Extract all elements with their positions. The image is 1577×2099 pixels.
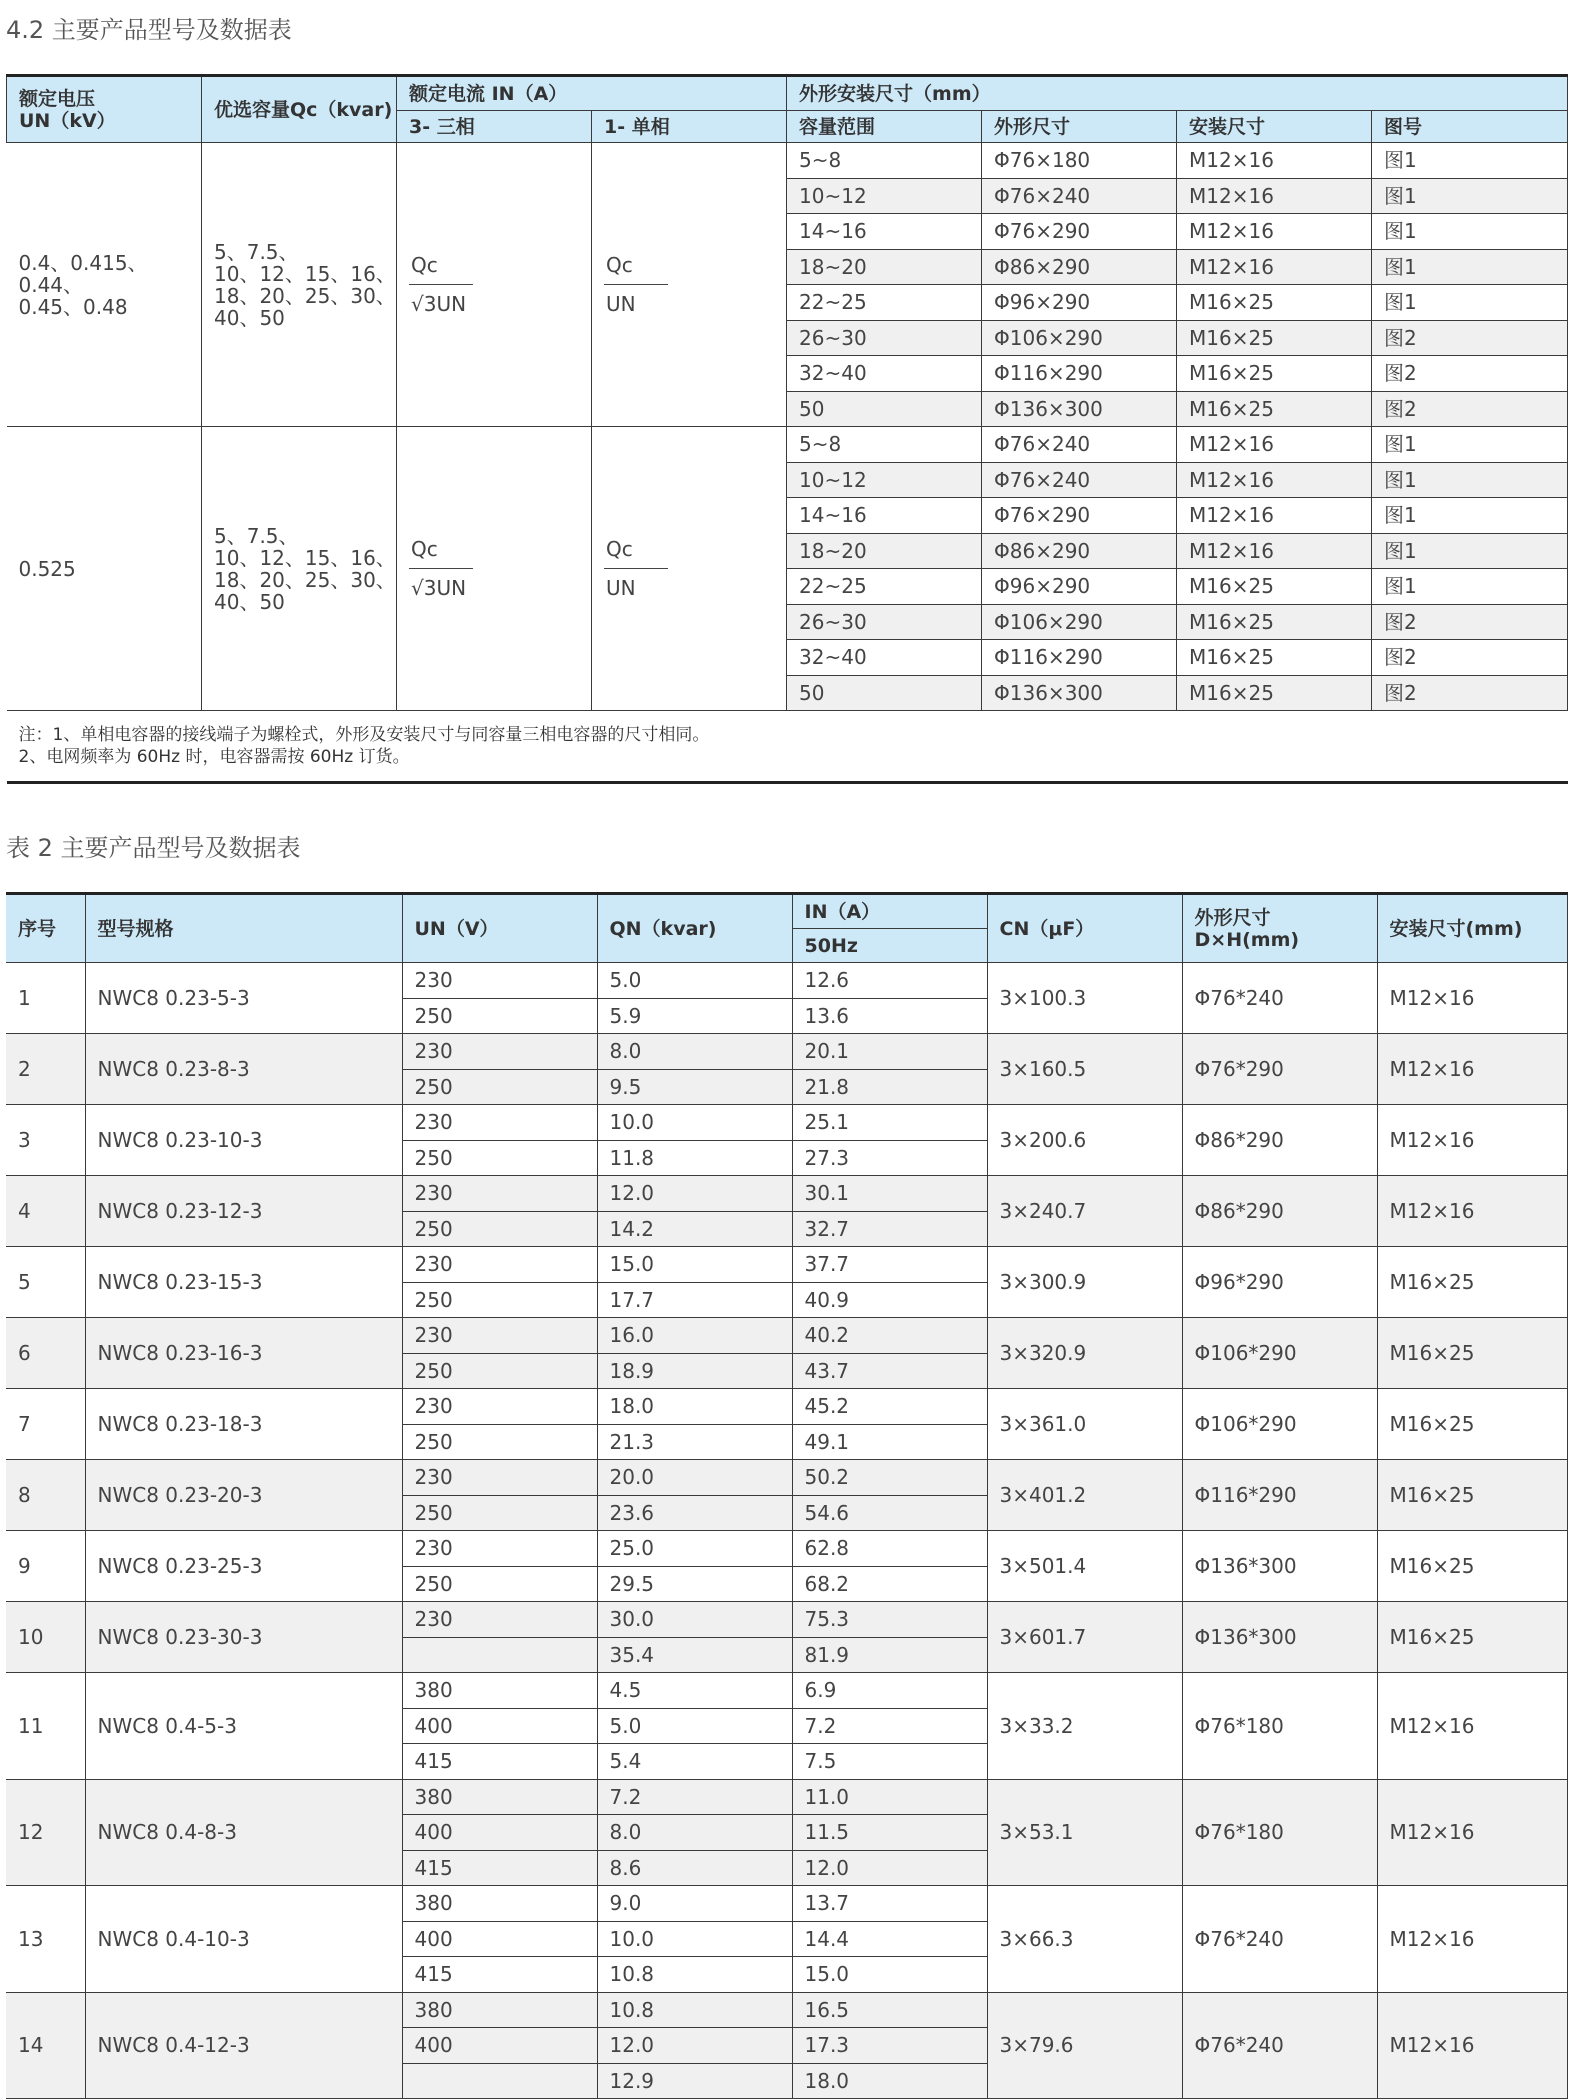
figure-cell: 图2 (1372, 391, 1568, 427)
table-row (6, 1176, 1567, 1212)
model-cell: NWC8 0.23-18-3 (85, 1389, 402, 1460)
numerator: Qc (409, 538, 473, 569)
range-cell: 26~30 (787, 320, 982, 356)
range-cell: 32~40 (787, 640, 982, 676)
qn-cell: 9.5 (597, 1069, 792, 1105)
outline-cell: Φ76*240 (1182, 1886, 1377, 1993)
in-cell: 7.5 (792, 1744, 987, 1780)
figure-cell: 图1 (1372, 498, 1568, 534)
in-cell: 21.8 (792, 1069, 987, 1105)
un-cell: 400 (402, 1815, 597, 1851)
mounting-cell: M16×25 (1377, 1531, 1567, 1602)
range-cell: 22~25 (787, 285, 982, 321)
qn-cell: 5.9 (597, 998, 792, 1034)
mounting-cell: M16×25 (1177, 675, 1372, 711)
figure-cell: 图1 (1372, 143, 1568, 179)
voltage-cell: 0.4、0.415、 0.44、 0.45、0.48 (7, 143, 202, 427)
table-row (6, 1034, 1567, 1070)
denominator: √3UN (411, 292, 467, 316)
cn-cell: 3×200.6 (987, 1105, 1182, 1176)
outline-cell: Φ106*290 (1182, 1389, 1377, 1460)
in-cell: 15.0 (792, 1957, 987, 1993)
in-cell: 11.0 (792, 1779, 987, 1815)
un-cell: 250 (402, 1069, 597, 1105)
figure-cell: 图1 (1372, 178, 1568, 214)
header-model: 型号规格 (85, 894, 402, 963)
outline-cell: Φ136*300 (1182, 1531, 1377, 1602)
serial-cell: 12 (6, 1779, 85, 1886)
in-cell: 11.5 (792, 1815, 987, 1851)
table-row (6, 1673, 1567, 1709)
mounting-cell: M16×25 (1377, 1318, 1567, 1389)
figure-cell: 图1 (1372, 569, 1568, 605)
mounting-cell: M12×16 (1177, 533, 1372, 569)
header-single-phase: 1- 单相 (592, 111, 787, 143)
outline-cell: Φ106*290 (1182, 1318, 1377, 1389)
serial-cell: 2 (6, 1034, 85, 1105)
mounting-cell: M12×16 (1177, 143, 1372, 179)
table-row (6, 1105, 1567, 1141)
range-cell: 18~20 (787, 533, 982, 569)
header-dimensions: 外形安装尺寸（mm） (787, 76, 1568, 111)
un-cell: 230 (402, 1247, 597, 1283)
mounting-cell: M16×25 (1177, 569, 1372, 605)
header-outline-dxh: 外形尺寸 D×H(mm) (1182, 894, 1377, 963)
in-cell: 13.6 (792, 998, 987, 1034)
table-row (7, 427, 1568, 463)
header-cn: CN（μF） (987, 894, 1182, 963)
figure-cell: 图1 (1372, 462, 1568, 498)
table-row (6, 963, 1567, 999)
table-row (6, 1531, 1567, 1567)
mounting-cell: M12×16 (1377, 1992, 1567, 2099)
qn-cell: 10.8 (597, 1957, 792, 1993)
outline-cell: Φ96*290 (1182, 1247, 1377, 1318)
mounting-cell: M12×16 (1177, 214, 1372, 250)
range-cell: 18~20 (787, 249, 982, 285)
three-phase-formula (397, 427, 592, 711)
outline-cell: Φ76*180 (1182, 1673, 1377, 1780)
cn-cell: 3×361.0 (987, 1389, 1182, 1460)
qn-cell: 8.0 (597, 1034, 792, 1070)
table-note: 注：1、单相电容器的接线端子为螺栓式，外形及安装尺寸与同容量三相电容器的尺寸相同。 2、电网频率为 60Hz 时，电容器需按 60Hz 订货。 (7, 711, 1568, 783)
mounting-cell: M12×16 (1377, 1779, 1567, 1886)
header-in: IN（A） (792, 894, 987, 929)
header-three-phase: 3- 三相 (397, 111, 592, 143)
figure-cell: 图2 (1372, 320, 1568, 356)
in-cell: 7.2 (792, 1708, 987, 1744)
in-cell: 18.0 (792, 2063, 987, 2099)
table-row (6, 1886, 1567, 1922)
in-cell: 32.7 (792, 1211, 987, 1247)
mounting-cell: M12×16 (1177, 178, 1372, 214)
table-row (6, 1992, 1567, 2028)
serial-cell: 9 (6, 1531, 85, 1602)
qn-cell: 12.0 (597, 2028, 792, 2064)
serial-cell: 7 (6, 1389, 85, 1460)
qn-cell: 17.7 (597, 1282, 792, 1318)
mounting-cell: M12×16 (1377, 1176, 1567, 1247)
mounting-cell: M12×16 (1177, 462, 1372, 498)
qn-cell: 8.6 (597, 1850, 792, 1886)
range-cell: 5~8 (787, 427, 982, 463)
numerator: Qc (604, 254, 668, 285)
model-cell: NWC8 0.23-30-3 (85, 1602, 402, 1673)
outline-cell: Φ136×300 (982, 391, 1177, 427)
model-cell: NWC8 0.4-8-3 (85, 1779, 402, 1886)
in-cell: 49.1 (792, 1424, 987, 1460)
un-cell: 415 (402, 1850, 597, 1886)
outline-cell: Φ116×290 (982, 356, 1177, 392)
un-cell: 250 (402, 998, 597, 1034)
range-cell: 26~30 (787, 604, 982, 640)
qn-cell: 15.0 (597, 1247, 792, 1283)
in-cell: 30.1 (792, 1176, 987, 1212)
header-un: UN（V） (402, 894, 597, 963)
outline-cell: Φ136×300 (982, 675, 1177, 711)
serial-cell: 3 (6, 1105, 85, 1176)
figure-cell: 图1 (1372, 249, 1568, 285)
product-table-1 (6, 74, 1568, 784)
in-cell: 50.2 (792, 1460, 987, 1496)
mounting-cell: M16×25 (1377, 1389, 1567, 1460)
un-cell: 400 (402, 2028, 597, 2064)
mounting-cell: M12×16 (1377, 963, 1567, 1034)
model-cell: NWC8 0.4-12-3 (85, 1992, 402, 2099)
numerator: Qc (604, 538, 668, 569)
cn-cell: 3×240.7 (987, 1176, 1182, 1247)
cn-cell: 3×53.1 (987, 1779, 1182, 1886)
in-cell: 13.7 (792, 1886, 987, 1922)
in-cell: 17.3 (792, 2028, 987, 2064)
header-no: 序号 (6, 894, 85, 963)
un-cell: 380 (402, 1673, 597, 1709)
outline-cell: Φ76×240 (982, 178, 1177, 214)
in-cell: 62.8 (792, 1531, 987, 1567)
model-cell: NWC8 0.23-20-3 (85, 1460, 402, 1531)
in-cell: 43.7 (792, 1353, 987, 1389)
qn-cell: 16.0 (597, 1318, 792, 1354)
range-cell: 10~12 (787, 178, 982, 214)
table-row (6, 1602, 1567, 1638)
outline-cell: Φ76×180 (982, 143, 1177, 179)
outline-cell: Φ86×290 (982, 533, 1177, 569)
model-cell: NWC8 0.23-10-3 (85, 1105, 402, 1176)
un-cell: 230 (402, 963, 597, 999)
outline-cell: Φ106×290 (982, 604, 1177, 640)
header-figure: 图号 (1372, 111, 1568, 143)
qn-cell: 30.0 (597, 1602, 792, 1638)
header-mounting: 安装尺寸 (1177, 111, 1372, 143)
mounting-cell: M12×16 (1377, 1886, 1567, 1993)
product-table-2 (6, 892, 1568, 2099)
serial-cell: 11 (6, 1673, 85, 1780)
outline-cell: Φ76*240 (1182, 963, 1377, 1034)
un-cell: 230 (402, 1176, 597, 1212)
in-cell: 40.2 (792, 1318, 987, 1354)
denominator: UN (606, 292, 636, 316)
cn-cell: 3×501.4 (987, 1531, 1182, 1602)
serial-cell: 4 (6, 1176, 85, 1247)
denominator: UN (606, 576, 636, 600)
in-cell: 12.6 (792, 963, 987, 999)
cn-cell: 3×33.2 (987, 1673, 1182, 1780)
mounting-cell: M12×16 (1377, 1673, 1567, 1780)
un-cell: 250 (402, 1566, 597, 1602)
serial-cell: 14 (6, 1992, 85, 2099)
qn-cell: 18.0 (597, 1389, 792, 1425)
fraction (409, 538, 473, 599)
fraction (604, 254, 668, 315)
un-cell: 250 (402, 1353, 597, 1389)
header-frequency: 50Hz (792, 929, 987, 963)
model-cell: NWC8 0.23-25-3 (85, 1531, 402, 1602)
in-cell: 27.3 (792, 1140, 987, 1176)
outline-cell: Φ86*290 (1182, 1105, 1377, 1176)
mounting-cell: M12×16 (1377, 1034, 1567, 1105)
in-cell: 68.2 (792, 1566, 987, 1602)
header-outline: 外形尺寸 (982, 111, 1177, 143)
single-phase-formula (592, 427, 787, 711)
outline-cell: Φ76*290 (1182, 1034, 1377, 1105)
qn-cell: 35.4 (597, 1637, 792, 1673)
qn-cell: 29.5 (597, 1566, 792, 1602)
qn-cell: 5.0 (597, 1708, 792, 1744)
mounting-cell: M12×16 (1177, 498, 1372, 534)
in-cell: 75.3 (792, 1602, 987, 1638)
mounting-cell: M16×25 (1177, 285, 1372, 321)
cn-cell: 3×601.7 (987, 1602, 1182, 1673)
figure-cell: 图2 (1372, 356, 1568, 392)
un-cell: 415 (402, 1957, 597, 1993)
mounting-cell: M16×25 (1177, 356, 1372, 392)
header-current: 额定电流 IN（A） (397, 76, 787, 111)
qn-cell: 8.0 (597, 1815, 792, 1851)
mounting-cell: M12×16 (1377, 1105, 1567, 1176)
un-cell: 230 (402, 1105, 597, 1141)
figure-cell: 图2 (1372, 640, 1568, 676)
un-cell: 230 (402, 1389, 597, 1425)
figure-cell: 图2 (1372, 604, 1568, 640)
cn-cell: 3×320.9 (987, 1318, 1182, 1389)
serial-cell: 1 (6, 963, 85, 1034)
table-row (6, 1779, 1567, 1815)
header-qn: QN（kvar) (597, 894, 792, 963)
in-cell: 14.4 (792, 1921, 987, 1957)
un-cell: 230 (402, 1602, 597, 1638)
range-cell: 22~25 (787, 569, 982, 605)
mounting-cell: M12×16 (1177, 249, 1372, 285)
in-cell: 37.7 (792, 1247, 987, 1283)
un-cell: 250 (402, 1424, 597, 1460)
model-cell: NWC8 0.23-15-3 (85, 1247, 402, 1318)
outline-cell: Φ76×240 (982, 427, 1177, 463)
model-cell: NWC8 0.23-8-3 (85, 1034, 402, 1105)
cn-cell: 3×66.3 (987, 1886, 1182, 1993)
table-row (6, 1247, 1567, 1283)
table-row (6, 1318, 1567, 1354)
cn-cell: 3×100.3 (987, 963, 1182, 1034)
header-range: 容量范围 (787, 111, 982, 143)
header-capacity: 优选容量Qc（kvar) (202, 76, 397, 143)
header-voltage: 额定电压 UN（kV） (7, 76, 202, 143)
un-cell: 380 (402, 1992, 597, 2028)
section1-heading: 4.2 主要产品型号及数据表 (6, 16, 292, 44)
qn-cell: 9.0 (597, 1886, 792, 1922)
un-cell: 250 (402, 1495, 597, 1531)
range-cell: 10~12 (787, 462, 982, 498)
cn-cell: 3×79.6 (987, 1992, 1182, 2099)
qn-cell: 10.0 (597, 1105, 792, 1141)
cn-cell: 3×401.2 (987, 1460, 1182, 1531)
table-row (7, 143, 1568, 179)
in-cell: 54.6 (792, 1495, 987, 1531)
mounting-cell: M16×25 (1377, 1460, 1567, 1531)
un-cell: 230 (402, 1460, 597, 1496)
range-cell: 14~16 (787, 214, 982, 250)
qn-cell: 12.9 (597, 2063, 792, 2099)
qn-cell: 11.8 (597, 1140, 792, 1176)
un-cell (402, 1637, 597, 1673)
qn-cell: 5.4 (597, 1744, 792, 1780)
outline-cell: Φ76×240 (982, 462, 1177, 498)
fraction (409, 254, 473, 315)
section2-heading: 表 2 主要产品型号及数据表 (6, 834, 301, 862)
un-cell: 230 (402, 1318, 597, 1354)
figure-cell: 图1 (1372, 214, 1568, 250)
qn-cell: 7.2 (597, 1779, 792, 1815)
qn-cell: 20.0 (597, 1460, 792, 1496)
range-cell: 50 (787, 391, 982, 427)
in-cell: 45.2 (792, 1389, 987, 1425)
un-cell: 230 (402, 1034, 597, 1070)
qn-cell: 10.0 (597, 1921, 792, 1957)
un-cell: 400 (402, 1708, 597, 1744)
figure-cell: 图1 (1372, 427, 1568, 463)
table-row (6, 1389, 1567, 1425)
voltage-cell: 0.525 (7, 427, 202, 711)
table-row (6, 1460, 1567, 1496)
fraction (604, 538, 668, 599)
un-cell: 380 (402, 1779, 597, 1815)
un-cell: 250 (402, 1282, 597, 1318)
in-cell: 25.1 (792, 1105, 987, 1141)
outline-cell: Φ116×290 (982, 640, 1177, 676)
range-cell: 32~40 (787, 356, 982, 392)
figure-cell: 图1 (1372, 285, 1568, 321)
outline-cell: Φ116*290 (1182, 1460, 1377, 1531)
serial-cell: 5 (6, 1247, 85, 1318)
single-phase-formula (592, 143, 787, 427)
mounting-cell: M12×16 (1177, 427, 1372, 463)
in-cell: 12.0 (792, 1850, 987, 1886)
un-cell (402, 2063, 597, 2099)
qn-cell: 18.9 (597, 1353, 792, 1389)
un-cell: 400 (402, 1921, 597, 1957)
outline-cell: Φ76*180 (1182, 1779, 1377, 1886)
in-cell: 40.9 (792, 1282, 987, 1318)
denominator: √3UN (411, 576, 467, 600)
qn-cell: 14.2 (597, 1211, 792, 1247)
un-cell: 250 (402, 1140, 597, 1176)
mounting-cell: M16×25 (1377, 1247, 1567, 1318)
model-cell: NWC8 0.23-5-3 (85, 963, 402, 1034)
outline-cell: Φ76×290 (982, 214, 1177, 250)
in-cell: 81.9 (792, 1637, 987, 1673)
outline-cell: Φ96×290 (982, 285, 1177, 321)
numerator: Qc (409, 254, 473, 285)
cn-cell: 3×160.5 (987, 1034, 1182, 1105)
figure-cell: 图1 (1372, 533, 1568, 569)
serial-cell: 10 (6, 1602, 85, 1673)
qn-cell: 5.0 (597, 963, 792, 999)
un-cell: 250 (402, 1211, 597, 1247)
outline-cell: Φ86*290 (1182, 1176, 1377, 1247)
outline-cell: Φ76*240 (1182, 1992, 1377, 2099)
model-cell: NWC8 0.4-5-3 (85, 1673, 402, 1780)
qn-cell: 10.8 (597, 1992, 792, 2028)
un-cell: 230 (402, 1531, 597, 1567)
three-phase-formula (397, 143, 592, 427)
range-cell: 14~16 (787, 498, 982, 534)
mounting-cell: M16×25 (1177, 320, 1372, 356)
un-cell: 380 (402, 1886, 597, 1922)
model-cell: NWC8 0.4-10-3 (85, 1886, 402, 1993)
qn-cell: 12.0 (597, 1176, 792, 1212)
model-cell: NWC8 0.23-12-3 (85, 1176, 402, 1247)
serial-cell: 6 (6, 1318, 85, 1389)
qn-cell: 25.0 (597, 1531, 792, 1567)
in-cell: 16.5 (792, 1992, 987, 2028)
qn-cell: 23.6 (597, 1495, 792, 1531)
serial-cell: 8 (6, 1460, 85, 1531)
serial-cell: 13 (6, 1886, 85, 1993)
cn-cell: 3×300.9 (987, 1247, 1182, 1318)
in-cell: 6.9 (792, 1673, 987, 1709)
mounting-cell: M16×25 (1177, 604, 1372, 640)
header-mounting-mm: 安装尺寸(mm) (1377, 894, 1567, 963)
range-cell: 5~8 (787, 143, 982, 179)
outline-cell: Φ86×290 (982, 249, 1177, 285)
figure-cell: 图2 (1372, 675, 1568, 711)
outline-cell: Φ76×290 (982, 498, 1177, 534)
mounting-cell: M16×25 (1377, 1602, 1567, 1673)
outline-cell: Φ96×290 (982, 569, 1177, 605)
capacity-cell: 5、7.5、 10、12、15、16、 18、20、25、30、 40、50 (202, 427, 397, 711)
outline-cell: Φ136*300 (1182, 1602, 1377, 1673)
in-cell: 20.1 (792, 1034, 987, 1070)
qn-cell: 21.3 (597, 1424, 792, 1460)
mounting-cell: M16×25 (1177, 391, 1372, 427)
qn-cell: 4.5 (597, 1673, 792, 1709)
model-cell: NWC8 0.23-16-3 (85, 1318, 402, 1389)
range-cell: 50 (787, 675, 982, 711)
capacity-cell: 5、7.5、 10、12、15、16、 18、20、25、30、 40、50 (202, 143, 397, 427)
outline-cell: Φ106×290 (982, 320, 1177, 356)
un-cell: 415 (402, 1744, 597, 1780)
mounting-cell: M16×25 (1177, 640, 1372, 676)
